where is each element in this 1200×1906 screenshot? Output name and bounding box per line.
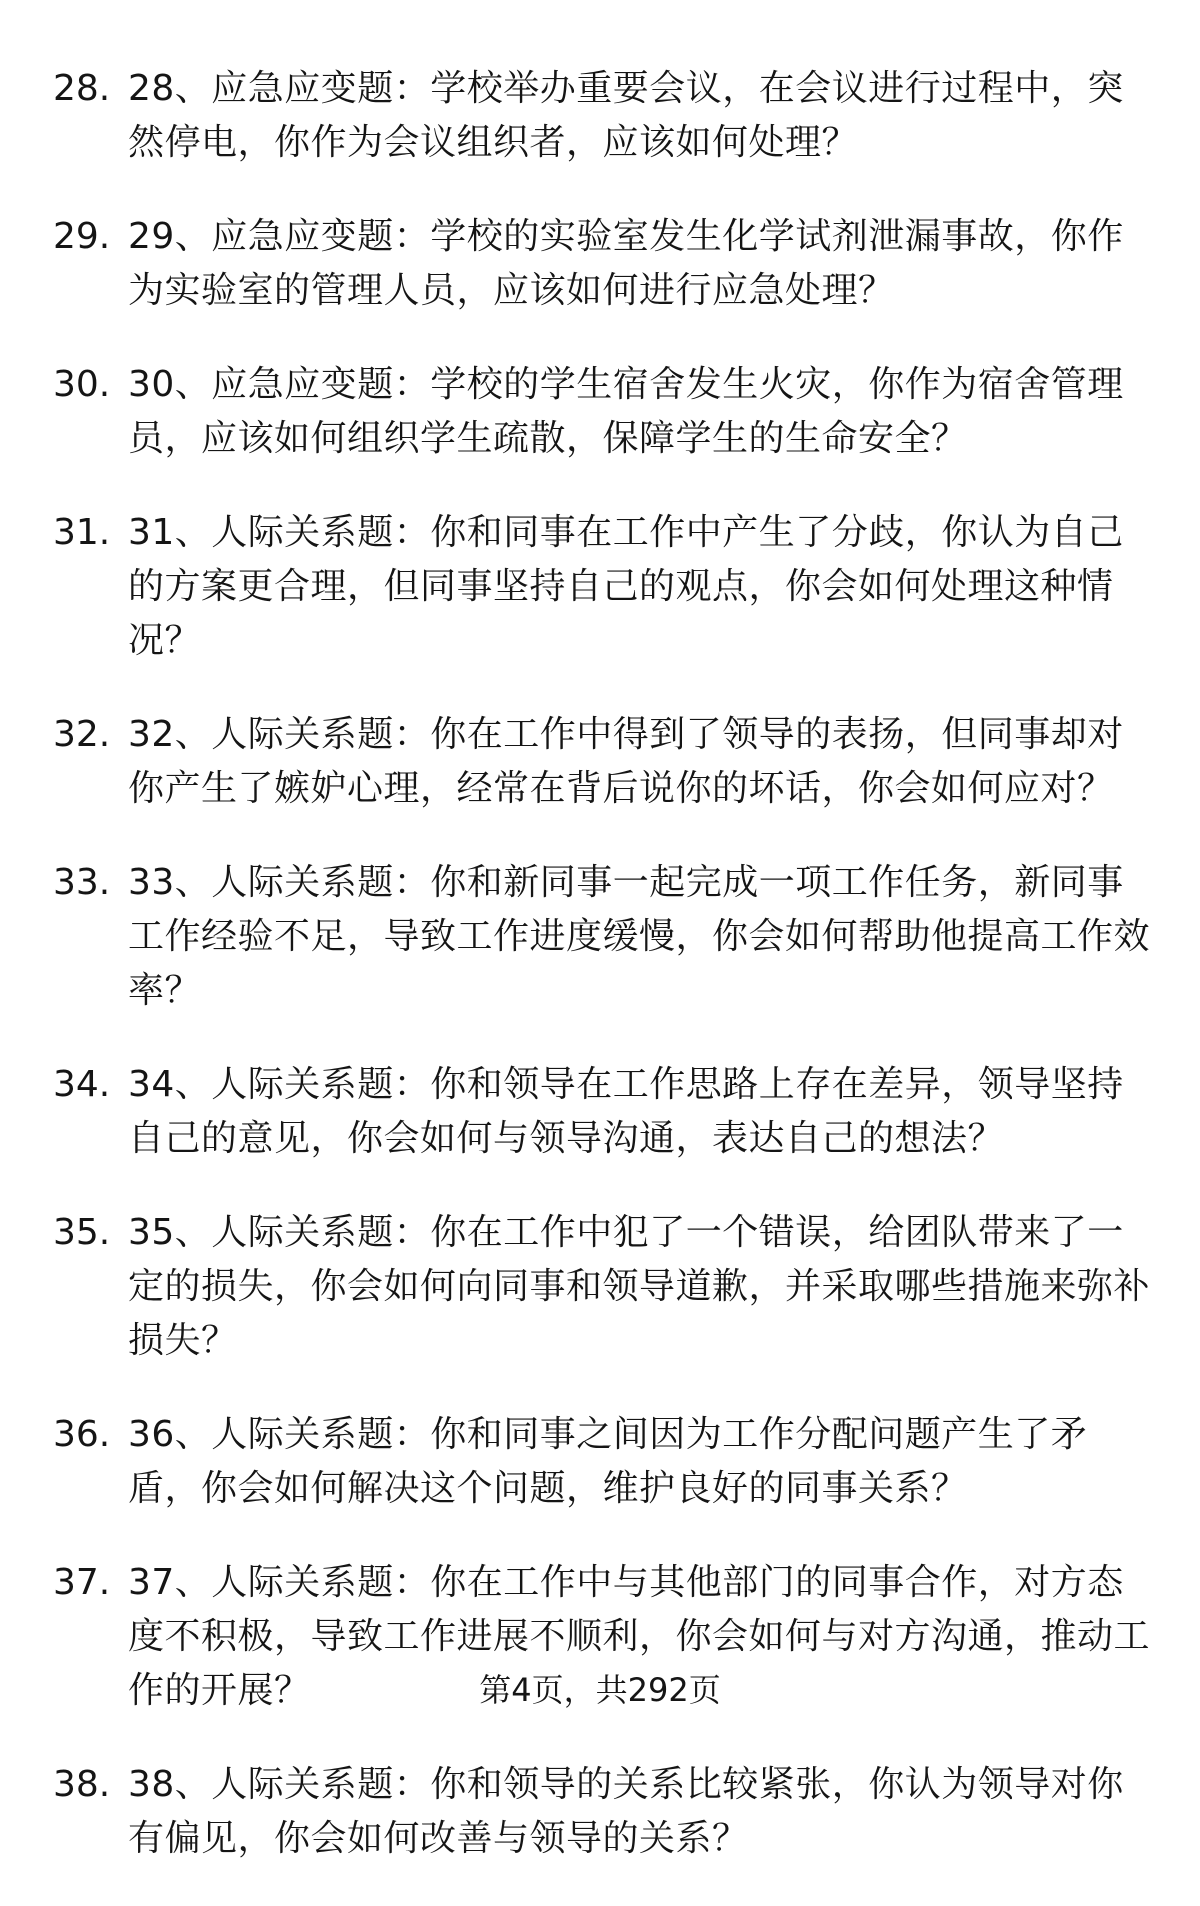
item-text: 33、人际关系题：你和新同事一起完成一项工作任务，新同事工作经验不足，导致工作进度缓慢，你会如何帮助他提高工作效率？ <box>128 862 1151 1011</box>
page-footer: 第4页，共292页 <box>479 1671 721 1709</box>
item-text: 38、人际关系题：你和领导的关系比较紧张，你认为领导对你有偏见，你会如何改善与领导的关系？ <box>128 1764 1124 1859</box>
item-number: 28. <box>53 68 111 109</box>
item-text: 35、人际关系题：你在工作中犯了一个错误，给团队带来了一定的损失，你会如何向同事和领导道歉，并采取哪些措施来弥补损失？ <box>128 1212 1151 1361</box>
list-item <box>0 1058 1200 1166</box>
item-text: 36、人际关系题：你和同事之间因为工作分配问题产生了矛盾，你会如何解决这个问题，维护良好的同事关系？ <box>128 1414 1088 1509</box>
item-number: 31. <box>53 512 111 553</box>
item-text: 34、人际关系题：你和领导在工作思路上存在差异，领导坚持自己的意见，你会如何与领导沟通，表达自己的想法？ <box>128 1064 1124 1159</box>
item-text: 37、人际关系题：你在工作中与其他部门的同事合作，对方态度不积极，导致工作进展不顺利，你会如何与对方沟通，推动工作的开展？ <box>128 1562 1151 1711</box>
list-item <box>0 1206 1200 1368</box>
list-item <box>0 856 1200 1018</box>
list-item <box>0 210 1200 318</box>
item-number: 30. <box>53 364 111 405</box>
list-item <box>0 1758 1200 1866</box>
item-text: 28、应急应变题：学校举办重要会议，在会议进行过程中，突然停电，你作为会议组织者，应该如何处理？ <box>128 68 1124 163</box>
item-number: 38. <box>53 1764 111 1805</box>
question-list <box>0 62 1200 1906</box>
item-number: 32. <box>53 714 111 755</box>
item-number: 37. <box>53 1562 111 1603</box>
item-text: 32、人际关系题：你在工作中得到了领导的表扬，但同事却对你产生了嫉妒心理，经常在背后说你的坏话，你会如何应对？ <box>128 714 1124 809</box>
list-item <box>0 506 1200 668</box>
list-item <box>0 62 1200 170</box>
list-item <box>0 358 1200 466</box>
list-item <box>0 1408 1200 1516</box>
item-number: 33. <box>53 862 111 903</box>
item-number: 36. <box>53 1414 111 1455</box>
item-number: 29. <box>53 216 111 257</box>
item-text: 31、人际关系题：你和同事在工作中产生了分歧，你认为自己的方案更合理，但同事坚持自己的观点，你会如何处理这种情况？ <box>128 512 1124 661</box>
item-text: 30、应急应变题：学校的学生宿舍发生火灾，你作为宿舍管理员，应该如何组织学生疏散，保障学生的生命安全？ <box>128 364 1124 459</box>
item-text: 29、应急应变题：学校的实验室发生化学试剂泄漏事故，你作为实验室的管理人员，应该如何进行应急处理？ <box>128 216 1124 311</box>
item-number: 35. <box>53 1212 111 1253</box>
item-number: 34. <box>53 1064 111 1105</box>
list-item <box>0 708 1200 816</box>
